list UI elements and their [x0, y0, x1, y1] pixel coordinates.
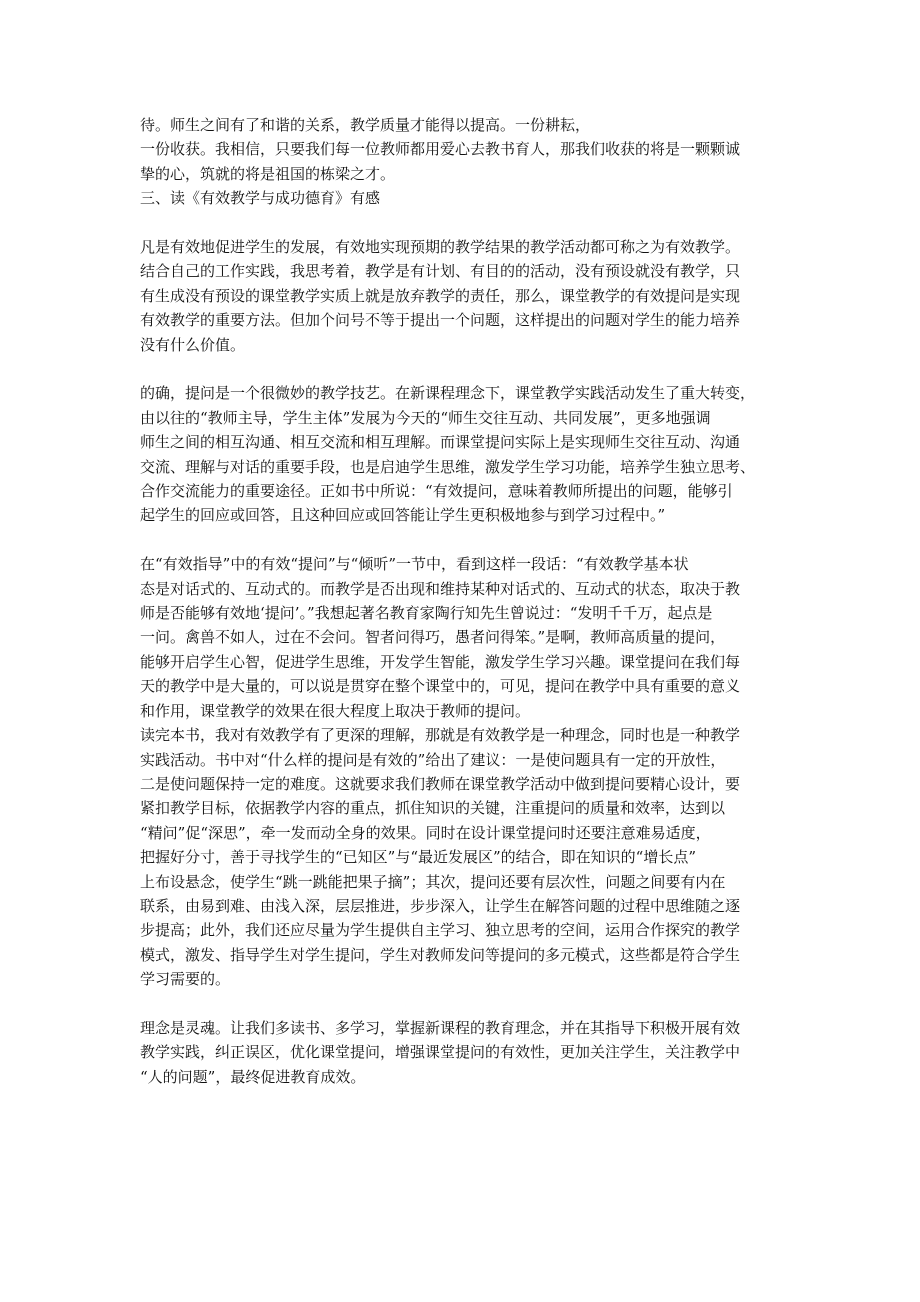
text-line: 联系，由易到难、由浅入深，层层推进，步步深入，让学生在解答问题的过程中思维随之逐	[140, 896, 741, 915]
paragraph-gap	[140, 992, 785, 1016]
text-line: 合作交流能力的重要途径。正如书中所说：“有效提问，意味着教师所提出的问题，能够引	[140, 482, 733, 501]
text-line: 起学生的回应或回答，且这种回应或回答能让学生更积极地参与到学习过程中。”	[140, 506, 666, 525]
text-line: 凡是有效地促进学生的发展，有效地实现预期的教学结果的教学活动都可称之为有效教学。	[140, 238, 741, 257]
text-line: “精问”促“深思”，牵一发而动全身的效果。同时在设计课堂提问时还要注意难易适度，	[140, 823, 711, 842]
text-line: 紧扣教学目标，依据教学内容的重点，抓住知识的关键，注重提问的质量和效率，达到以	[140, 799, 726, 818]
text-line: 二是使问题保持一定的难度。这就要求我们教师在课堂教学活动中做到提问要精心设计，要	[140, 774, 741, 793]
text-line: 读完本书，我对有效教学有了更深的理解，那就是有效教学是一种理念，同时也是一种教学	[140, 726, 741, 745]
text-line: 教学实践，纠正误区，优化课堂提问，增强课堂提问的有效性，更加关注学生，关注教学中	[140, 1043, 741, 1062]
text-line: 能够开启学生心智，促进学生思维，开发学生智能，激发学生学习兴趣。课堂提问在我们每	[140, 652, 741, 671]
text-line: 理念是灵魂。让我们多读书、多学习，掌握新课程的教育理念，并在其指导下积极开展有效	[140, 1018, 741, 1037]
text-line: 模式，激发、指导学生对学生提问，学生对教师发问等提问的多元模式，这些都是符合学生	[140, 945, 741, 964]
text-line: 实践活动。书中对“什么样的提问是有效的”给出了建议：一是使问题具有一定的开放性，	[140, 750, 726, 769]
text-line: 步提高；此外，我们还应尽量为学生提供自主学习、独立思考的空间，运用合作探究的教学	[140, 921, 741, 940]
text-line: 由以往的“教师主导，学生主体”发展为今天的“师生交往互动、共同发展”，更多地强调	[140, 408, 711, 427]
text-line: 天的教学中是大量的，可以说是贯穿在整个课堂中的，可见，提问在教学中具有重要的意义	[140, 677, 741, 696]
text-line: 一份收获。我相信，只要我们每一位教师都用爱心去教书育人，那我们收获的将是一颗颗诚	[140, 140, 741, 159]
text-line: 师是否能够有效地‘提问’。”我想起著名教育家陶行知先生曾说过：“发明千千万，起点是	[140, 604, 713, 623]
paragraph-gap	[140, 528, 785, 552]
text-line: 上布设悬念，使学生“跳一跳能把果子摘”；其次，提问还要有层次性，问题之间要有内在	[140, 872, 726, 891]
paragraph-gap	[140, 357, 785, 381]
text-line: “人的问题”，最终促进教育成效。	[140, 1067, 366, 1086]
paragraph-gap	[140, 211, 785, 235]
section-heading: 三、读《有效教学与成功德育》有感	[140, 189, 381, 208]
text-line: 师生之间的相互沟通、相互交流和相互理解。而课堂提问实际上是实现师生交往互动、沟通	[140, 433, 741, 452]
document-page	[140, 113, 785, 1089]
text-line: 一问。禽兽不如人，过在不会问。智者问得巧，愚者问得笨。”是啊，教师高质量的提问，	[140, 628, 726, 647]
text-line: 和作用，课堂教学的效果在很大程度上取决于教师的提问。	[140, 701, 531, 720]
text-line: 学习需要的。	[140, 970, 231, 989]
text-line: 态是对话式的、互动式的。而教学是否出现和维持某种对话式的、互动式的状态，取决于教	[140, 579, 741, 598]
text-line: 待。师生之间有了和谐的关系，教学质量才能得以提高。一份耕耘，	[140, 116, 591, 134]
text-line: 的确，提问是一个很微妙的教学技艺。在新课程理念下，课堂教学实践活动发生了重大转变，	[140, 384, 756, 403]
text-line: 交流、理解与对话的重要手段，也是启迪学生思维，激发学生学习功能，培养学生独立思考、	[140, 457, 756, 476]
text-line: 结合自己的工作实践，我思考着，教学是有计划、有目的的活动，没有预设就没有教学，只	[140, 262, 741, 281]
text-line: 挚的心，筑就的将是祖国的栋梁之才。	[140, 164, 396, 183]
text-line: 有生成没有预设的课堂教学实质上就是放弃教学的责任，那么，课堂教学的有效提问是实现	[140, 286, 741, 305]
text-line: 有效教学的重要方法。但加个问号不等于提出一个问题，这样提出的问题对学生的能力培养	[140, 311, 741, 330]
text-line: 把握好分寸，善于寻找学生的“已知区”与“最近发展区”的结合，即在知识的“增长点”	[140, 848, 697, 867]
text-line: 没有什么价值。	[140, 335, 246, 354]
text-line: 在“有效指导”中的有效“提问”与“倾听”一节中，看到这样一段话：“有效教学基本状	[140, 555, 689, 574]
